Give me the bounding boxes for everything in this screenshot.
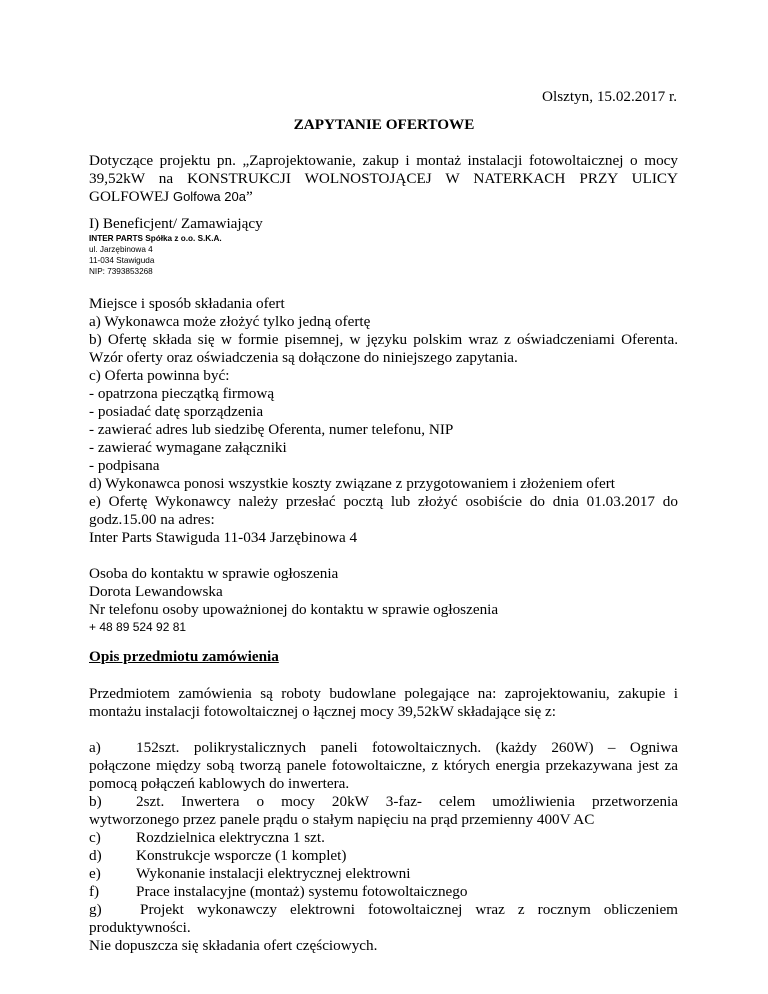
order-item-e xyxy=(89,865,410,883)
order-item-a-line3: pomocą połączeń kablowych do inwertera. xyxy=(89,775,350,792)
beneficiary-city: 11-034 Stawiguda xyxy=(89,256,155,265)
order-item-e-label: e) xyxy=(89,865,101,882)
offers-item-b-line2: Wzór oferty oraz oświadczenia są dołączone do niniejszego zapytania. xyxy=(89,349,518,366)
offers-item-c4: - zawierać wymagane załączniki xyxy=(89,439,287,456)
order-item-b-line2: wytworzonego przez panele prądu o stałym napięciu na prąd przemienny 400V AC xyxy=(89,811,595,828)
offers-item-e-line1: e) Ofertę Wykonawcy należy przesłać pocztą lub złożyć osobiście do dnia 01.03.2017 do xyxy=(89,493,678,510)
order-item-d-text: Konstrukcje wsporcze (1 komplet) xyxy=(136,847,347,864)
order-item-d-label: d) xyxy=(89,847,102,864)
offers-item-e-line2: godz.15.00 na adres: xyxy=(89,511,215,528)
place-date: Olsztyn, 15.02.2017 r. xyxy=(542,88,677,105)
offers-heading: Miejsce i sposób składania ofert xyxy=(89,295,285,312)
contact-line-3: Nr telefonu osoby upoważnionej do kontaktu w sprawie ogłoszenia xyxy=(89,601,499,618)
offers-item-a: a) Wykonawca może złożyć tylko jedną ofertę xyxy=(89,313,371,330)
order-intro-line2: montażu instalacji fotowoltaicznej o łącznej mocy 39,52kW składające się z: xyxy=(89,703,556,720)
contact-name: Dorota Lewandowska xyxy=(89,583,223,600)
order-item-c-label: c) xyxy=(89,829,101,846)
subject-line-1: Dotyczące projektu pn. „Zaprojektowanie, zakup i montaż instalacji fotowoltaicznej o mocy xyxy=(89,152,678,169)
order-item-a-text: 152szt. polikrystalicznych paneli fotowoltaicznych. (każdy 260W) – Ogniwa xyxy=(136,739,678,756)
offers-item-c5: - podpisana xyxy=(89,457,160,474)
order-item-g-line1: Projekt wykonawczy elektrowni fotowoltaicznej wraz z rocznym obliczeniem xyxy=(140,901,678,918)
order-item-d xyxy=(89,847,346,865)
contact-line-1: Osoba do kontaktu w sprawie ogłoszenia xyxy=(89,565,339,582)
offers-item-c1: - opatrzona pieczątką firmową xyxy=(89,385,275,402)
order-item-a-label: a) xyxy=(89,739,101,756)
offers-item-d: d) Wykonawca ponosi wszystkie koszty związane z przygotowaniem i złożeniem ofert xyxy=(89,475,615,492)
subject-line-3 xyxy=(89,188,253,206)
order-closing: Nie dopuszcza się składania ofert częściowych. xyxy=(89,937,378,954)
order-item-c-text: Rozdzielnica elektryczna 1 szt. xyxy=(136,829,325,846)
order-intro-line1: Przedmiotem zamówienia są roboty budowlane polegające na: zaprojektowaniu, zakupie i xyxy=(89,685,678,702)
beneficiary-name: INTER PARTS Spółka z o.o. S.K.A. xyxy=(89,234,222,243)
order-item-f-text: Prace instalacyjne (montaż) systemu fotowoltaicznego xyxy=(136,883,468,900)
order-item-a-line1 xyxy=(89,739,678,757)
subject-line-2: 39,52kW na KONSTRUKCJI WOLNOSTOJĄCEJ W NATERKACH PRZY ULICY xyxy=(89,170,678,187)
order-item-g-line2: produktywności. xyxy=(89,919,191,936)
offers-address: Inter Parts Stawiguda 11-034 Jarzębinowa 4 xyxy=(89,529,358,546)
subject-street: GOLFOWEJ xyxy=(89,188,170,205)
order-item-b-label: b) xyxy=(89,793,102,810)
order-item-a-line2: połączone między sobą tworzą panele fotowoltaiczne, z których energia przekazywana jest za xyxy=(89,757,678,774)
order-item-f xyxy=(89,883,467,901)
contact-phone: + 48 89 524 92 81 xyxy=(89,620,187,634)
order-item-e-text: Wykonanie instalacji elektrycznej elektrowni xyxy=(136,865,411,882)
order-item-f-label: f) xyxy=(89,883,100,900)
offers-item-c3: - zawierać adres lub siedzibę Oferenta, numer telefonu, NIP xyxy=(89,421,454,438)
order-item-c xyxy=(89,829,325,847)
offers-item-c: c) Oferta powinna być: xyxy=(89,367,230,384)
subject-closing-quote: ” xyxy=(245,188,253,205)
order-heading: Opis przedmiotu zamówienia xyxy=(89,648,279,665)
beneficiary-heading: I) Beneficjent/ Zamawiający xyxy=(89,215,263,232)
offers-item-c2: - posiadać datę sporządzenia xyxy=(89,403,264,420)
offers-item-b-line1: b) Ofertę składa się w formie pisemnej, w języku polskim wraz z oświadczeniami Oferenta. xyxy=(89,331,678,348)
order-item-g-label: g) xyxy=(89,901,102,918)
document-title: ZAPYTANIE OFERTOWE xyxy=(293,116,475,133)
subject-street-number: Golfowa 20a xyxy=(172,189,246,204)
beneficiary-street: ul. Jarzębinowa 4 xyxy=(89,245,153,254)
beneficiary-nip: NIP: 7393853268 xyxy=(89,267,153,276)
order-item-b-line1: 2szt. Inwertera o mocy 20kW 3-faz- celem umożliwienia przetworzenia xyxy=(136,793,678,810)
